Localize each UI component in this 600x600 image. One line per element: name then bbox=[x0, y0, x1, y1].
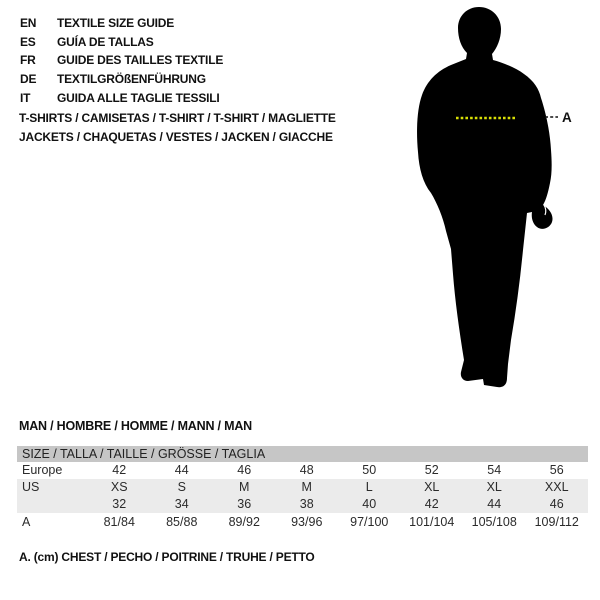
table-cell: 46 bbox=[237, 463, 252, 477]
measure-footnote: A. (cm) CHEST / PECHO / POITRINE / TRUHE / PETTO bbox=[19, 550, 315, 564]
language-row-it bbox=[20, 88, 223, 107]
table-cell: 32 bbox=[112, 497, 127, 511]
table-cell: 44 bbox=[487, 497, 502, 511]
language-row-de bbox=[20, 70, 223, 89]
garment-categories bbox=[19, 109, 336, 147]
size-table bbox=[17, 446, 588, 531]
table-cell: 40 bbox=[362, 497, 377, 511]
size-table-header: SIZE / TALLA / TAILLE / GRÖSSE / TAGLIA bbox=[17, 446, 588, 462]
language-code: FR bbox=[20, 53, 36, 68]
table-cell: M bbox=[301, 480, 312, 494]
row-label: Europe bbox=[22, 463, 63, 477]
measure-label-a: A bbox=[562, 110, 572, 125]
table-cell: L bbox=[365, 480, 373, 494]
table-cell: 42 bbox=[112, 463, 127, 477]
language-code: EN bbox=[20, 16, 37, 31]
table-cell: M bbox=[239, 480, 250, 494]
table-cell: 93/96 bbox=[291, 515, 323, 529]
language-label: TEXTILGRÖßENFÜHRUNG bbox=[57, 72, 206, 87]
man-silhouette bbox=[417, 7, 552, 387]
table-cell: 38 bbox=[299, 497, 314, 511]
table-cell: 42 bbox=[424, 497, 439, 511]
language-code: IT bbox=[20, 90, 31, 105]
table-cell: 54 bbox=[487, 463, 502, 477]
table-cell: 109/112 bbox=[534, 515, 579, 529]
table-cell: 89/92 bbox=[228, 515, 260, 529]
man-silhouette-figure bbox=[398, 0, 588, 400]
language-label: GUÍA DE TALLAS bbox=[57, 34, 154, 49]
table-cell: 105/108 bbox=[471, 515, 517, 529]
table-cell: 97/100 bbox=[350, 515, 389, 529]
category-tshirts: T-SHIRTS / CAMISETAS / T-SHIRT / T-SHIRT / MAGLIETTE bbox=[19, 111, 336, 125]
table-cell: 56 bbox=[549, 463, 564, 477]
language-label: TEXTILE SIZE GUIDE bbox=[57, 16, 175, 31]
table-row-us bbox=[17, 479, 588, 496]
table-cell: XS bbox=[110, 480, 128, 494]
table-cell: 36 bbox=[237, 497, 252, 511]
table-cell: 81/84 bbox=[103, 515, 135, 529]
table-cell: S bbox=[177, 480, 186, 494]
table-cell: 85/88 bbox=[166, 515, 198, 529]
table-cell: 50 bbox=[362, 463, 377, 477]
row-label: A bbox=[22, 515, 31, 529]
table-row-chest-cm bbox=[17, 513, 588, 531]
language-label: GUIDA ALLE TAGLIE TESSILI bbox=[57, 90, 220, 105]
language-row-es bbox=[20, 33, 223, 52]
language-row-en bbox=[20, 14, 223, 33]
table-cell: 52 bbox=[424, 463, 439, 477]
language-row-fr bbox=[20, 51, 223, 70]
row-label: US bbox=[22, 480, 40, 494]
table-row-europe bbox=[17, 462, 588, 479]
category-jackets: JACKETS / CHAQUETAS / VESTES / JACKEN / GIACCHE bbox=[19, 130, 333, 144]
language-code: DE bbox=[20, 72, 37, 87]
table-cell: XL bbox=[424, 480, 440, 494]
section-title: MAN / HOMBRE / HOMME / MANN / MAN bbox=[19, 419, 252, 433]
table-cell: XL bbox=[486, 480, 502, 494]
table-cell: 34 bbox=[174, 497, 189, 511]
language-code: ES bbox=[20, 34, 36, 49]
table-cell: 101/104 bbox=[409, 515, 455, 529]
table-cell: XXL bbox=[544, 480, 569, 494]
table-row-numeric bbox=[17, 496, 588, 513]
table-cell: 48 bbox=[299, 463, 314, 477]
language-list bbox=[20, 14, 223, 107]
table-cell: 44 bbox=[174, 463, 189, 477]
table-cell: 46 bbox=[549, 497, 564, 511]
language-label: GUIDE DES TAILLES TEXTILE bbox=[57, 53, 224, 68]
